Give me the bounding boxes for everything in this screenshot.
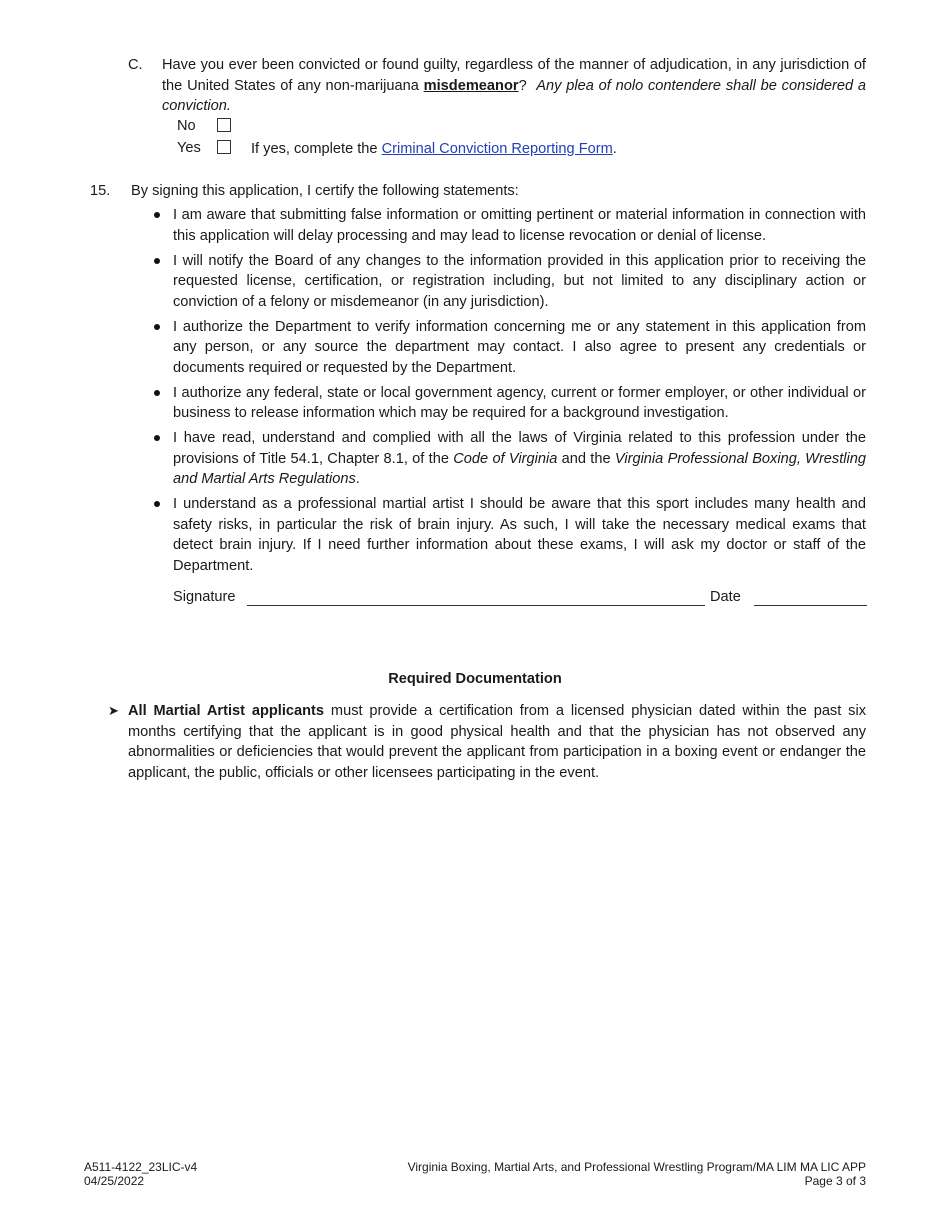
bullet-icon xyxy=(154,324,160,330)
certification-item: I am aware that submitting false information or omitting pertinent or material information in connection with this application will delay processing and may lead to license revocation or denial of license. xyxy=(150,205,866,246)
certification-item: I authorize any federal, state or local government agency, current or former employer, or other individual or business to release information which may be required for a background investigation. xyxy=(150,383,866,424)
required-documentation-title: Required Documentation xyxy=(388,671,562,687)
no-checkbox[interactable] xyxy=(217,118,231,132)
required-documentation-text: All Martial Artist applicants must provide a certification from a licensed physician dated within the past six months certifying that the applicant is in good physical health and that the physician has not observed any abnormalities or deficiencies that would prevent the applicant from participation in a boxing event or endanger the applicant, the public, officials or other licensees participating in the event. xyxy=(128,703,866,781)
question-c-text: Have you ever been convicted or found guilty, regardless of the manner of adjudication, in any jurisdiction of the United States of any non-marijuana misdemeanor? Any plea of nolo contendere shall be considered a conviction. xyxy=(162,57,866,114)
option-no-label: No xyxy=(177,118,196,134)
yes-checkbox[interactable] xyxy=(217,140,231,154)
item-15-intro: By signing this application, I certify the following statements: xyxy=(131,183,519,199)
date-line[interactable] xyxy=(754,605,867,606)
certification-item: I have read, understand and complied with all the laws of Virginia related to this profession under the provisions of Title 54.1, Chapter 8.1, of the Code of Virginia and the Virginia Professional Boxing, Wrestling and Martial Arts Regulations. xyxy=(150,428,866,490)
option-yes-label: Yes xyxy=(177,140,201,156)
certification-list xyxy=(150,205,866,581)
footer-right xyxy=(408,1160,866,1188)
yes-instruction: If yes, complete the Criminal Conviction Reporting Form. xyxy=(251,141,617,157)
bullet-icon xyxy=(154,435,160,441)
date-label: Date xyxy=(710,589,741,605)
arrow-bullet-icon: ➤ xyxy=(108,703,119,718)
nolo-contendere-note: Any plea of nolo contendere shall be considered a conviction. xyxy=(162,77,866,114)
signature-label: Signature xyxy=(173,589,236,605)
signature-line[interactable] xyxy=(247,605,705,606)
question-c-letter: C. xyxy=(128,57,143,73)
form-date: 04/25/2022 xyxy=(84,1174,145,1188)
form-id: A511-4122_23LIC-v4 xyxy=(84,1160,198,1174)
certification-item: I understand as a professional martial artist I should be aware that this sport includes many health and safety risks, in particular the risk of brain injury. As such, I will take the necessary medical exams that detect brain injury. If I need further information about these exams, I will ask my doctor or staff of the Department. xyxy=(150,494,866,576)
criminal-conviction-form-link[interactable]: Criminal Conviction Reporting Form xyxy=(381,141,613,157)
certification-item: I authorize the Department to verify information concerning me or any statement in this application from any person, or any source the department may contact. I also agree to present any credentials or documents required or requested by the Department. xyxy=(150,317,866,379)
bullet-icon xyxy=(154,390,160,396)
misdemeanor-term: misdemeanor xyxy=(423,77,519,94)
bullet-icon xyxy=(154,258,160,264)
item-15-number: 15. xyxy=(90,183,111,199)
footer-left xyxy=(84,1160,197,1188)
program-name: Virginia Boxing, Martial Arts, and Professional Wrestling Program/MA LIM MA LIC APP xyxy=(407,1160,866,1174)
page-number: Page 3 of 3 xyxy=(804,1174,866,1188)
certification-item: I will notify the Board of any changes to the information provided in this application prior to receiving the requested license, certification, or registration including, but not limited to any disciplinary action or conviction of a felony or misdemeanor (in any jurisdiction). xyxy=(150,251,866,313)
bullet-icon xyxy=(154,212,160,218)
bullet-icon xyxy=(154,501,160,507)
